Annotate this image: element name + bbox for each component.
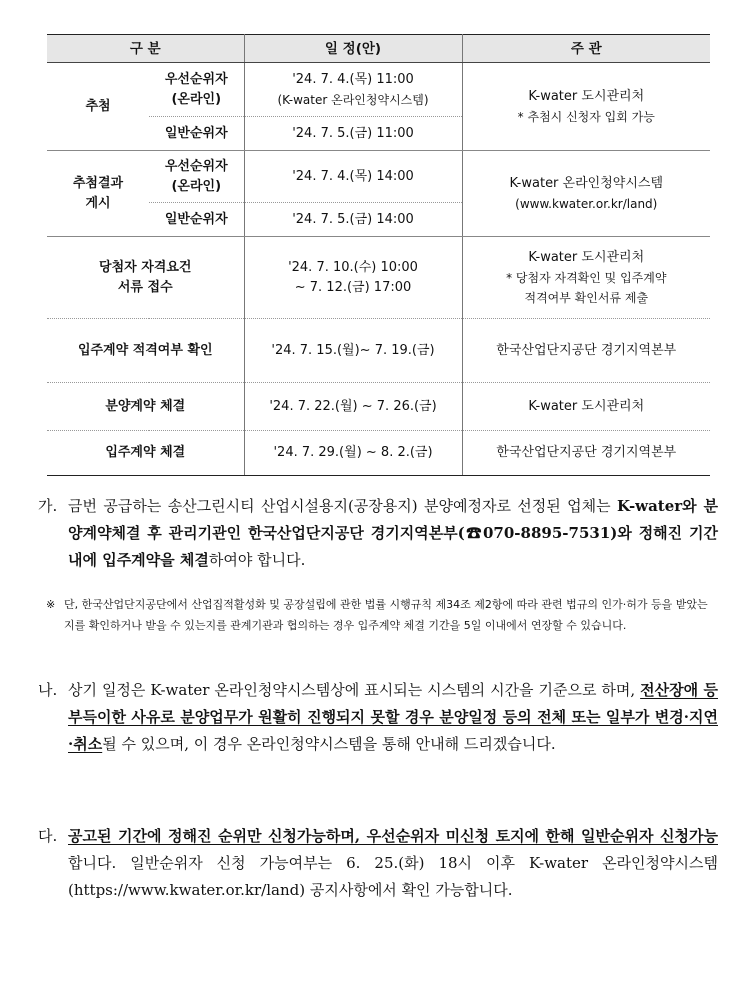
draw-priority-label-text: 우선순위자: [164, 71, 228, 87]
paragraph-da-marker: 다.: [38, 827, 58, 845]
move-contract-date: '24. 7. 29.(월) ~ 8. 2.(금): [244, 431, 462, 476]
paragraph-ga-marker: 가.: [38, 497, 58, 515]
docs-label-line2: 서류 접수: [117, 279, 173, 295]
paragraph-na-underlined: 전산장애 등 부득이한 사유로 분양업무가 원활히 진행되지 못할 경우 분양일정 등의 전체 또는 일부가 변경·지연·취소: [68, 681, 718, 753]
docs-host-line2: * 당첨자 자격확인 및 입주계약: [506, 270, 667, 285]
draw-priority-sub: (온라인): [171, 91, 222, 107]
docs-host-line1: K-water 도시관리처: [528, 249, 645, 265]
result-general-label: 일반순위자: [149, 203, 244, 237]
paragraph-na: [38, 677, 718, 758]
docs-date-line2: ~ 7. 12.(금) 17:00: [294, 279, 412, 295]
move-contract-host: 한국산업단지공단 경기지역본부: [462, 431, 710, 476]
paragraph-ga-bold: K-water와 분양계약체결 후 관리기관인 한국산업단지공단 경기지역본부(☎070-8895-7531)와 정해진 기간 내에 입주계약을 체결: [68, 497, 718, 569]
table-header-row: [47, 35, 710, 63]
paragraph-ga-text1: 금번 공급하는 송산그린시티 산업시설용지(공장용지) 분양예정자로 선정된 업체는: [68, 497, 617, 515]
result-priority-date: '24. 7. 4.(목) 14:00: [244, 151, 462, 203]
draw-general-label: 일반순위자: [149, 117, 244, 151]
eligibility-host: 한국산업단지공단 경기지역본부: [462, 319, 710, 383]
docs-label-line1: 당첨자 자격요건: [99, 259, 192, 275]
draw-host-cell: [462, 63, 710, 151]
docs-host-line3: 적격여부 확인서류 제출: [524, 290, 649, 305]
table-row: [47, 383, 710, 431]
draw-priority-date: '24. 7. 4.(목) 11:00: [292, 71, 414, 87]
result-priority-label: [149, 151, 244, 203]
draw-host-line1: K-water 도시관리처: [528, 88, 645, 104]
row-label-draw: 추첨: [47, 63, 149, 151]
table-row: [47, 237, 710, 319]
row-label-eligibility: 입주계약 적격여부 확인: [47, 319, 244, 383]
table-row: [47, 151, 710, 203]
result-label-line1: 추첨결과: [72, 175, 124, 191]
row-label-result: [47, 151, 149, 237]
result-general-date: '24. 7. 5.(금) 14:00: [244, 203, 462, 237]
paragraph-na-text2: 될 수 있으며, 이 경우 온라인청약시스템을 통해 안내해 드리겠습니다.: [102, 735, 556, 753]
footnote-marker: ※: [46, 598, 56, 611]
docs-date-cell: [244, 237, 462, 319]
table-row: [47, 63, 710, 117]
header-schedule: 일 정(안): [244, 35, 462, 63]
paragraph-da-underlined: 공고된 기간에 정해진 순위만 신청가능하며, 우선순위자 미신청 토지에 한해 일반순위자 신청가능: [68, 827, 718, 845]
sale-contract-date: '24. 7. 22.(월) ~ 7. 26.(금): [244, 383, 462, 431]
row-label-sale-contract: 분양계약 체결: [47, 383, 244, 431]
footnote: [38, 594, 718, 636]
draw-host-line2: * 추첨시 신청자 입회 가능: [517, 109, 655, 124]
table-row: [47, 431, 710, 476]
docs-host-cell: [462, 237, 710, 319]
row-label-move-contract: 입주계약 체결: [47, 431, 244, 476]
paragraph-na-text1: 상기 일정은 K-water 온라인청약시스템상에 표시되는 시스템의 시간을 기준으로 하며,: [68, 681, 641, 699]
result-priority-label-text: 우선순위자: [164, 158, 228, 174]
draw-priority-note: (K-water 온라인청약시스템): [277, 92, 429, 107]
draw-priority-date-cell: [244, 63, 462, 117]
result-host-line1: K-water 온라인청약시스템: [509, 175, 664, 191]
paragraph-da-text1: 합니다. 일반순위자 신청 가능여부는 6. 25.(화) 18시 이후 K-water 온라인청약시스템(https://www.kwater.or.kr/land) 공지사항에서 확인 가능합니다.: [68, 854, 718, 899]
header-category: 구 분: [47, 35, 244, 63]
schedule-table: [47, 34, 710, 476]
draw-general-date: '24. 7. 5.(금) 11:00: [244, 117, 462, 151]
docs-date-line1: '24. 7. 10.(수) 10:00: [288, 259, 418, 275]
result-priority-sub: (온라인): [171, 178, 222, 194]
eligibility-date: '24. 7. 15.(월)~ 7. 19.(금): [244, 319, 462, 383]
table-row: [47, 319, 710, 383]
footnote-text: 단, 한국산업단지공단에서 산업집적활성화 및 공장설립에 관한 법률 시행규칙 제34조 제2항에 따라 관련 법규의 인가·허가 등을 받았는지를 확인하거나 받을 수 있는지를 관계기관과 협의하는 경우 입주계약 체결 기간을 5일 이내에서 연장할 수 있습니다.: [64, 598, 708, 632]
row-label-docs: [47, 237, 244, 319]
result-host-cell: [462, 151, 710, 237]
header-host: 주 관: [462, 35, 710, 63]
result-host-line2: (www.kwater.or.kr/land): [515, 196, 658, 211]
paragraph-da: [38, 823, 718, 904]
paragraph-ga: [38, 493, 718, 574]
sale-contract-host: K-water 도시관리처: [462, 383, 710, 431]
result-label-line2: 게시: [85, 195, 111, 211]
paragraph-ga-text2: 하여야 합니다.: [208, 551, 306, 569]
draw-priority-label: [149, 63, 244, 117]
paragraph-na-marker: 나.: [38, 681, 58, 699]
